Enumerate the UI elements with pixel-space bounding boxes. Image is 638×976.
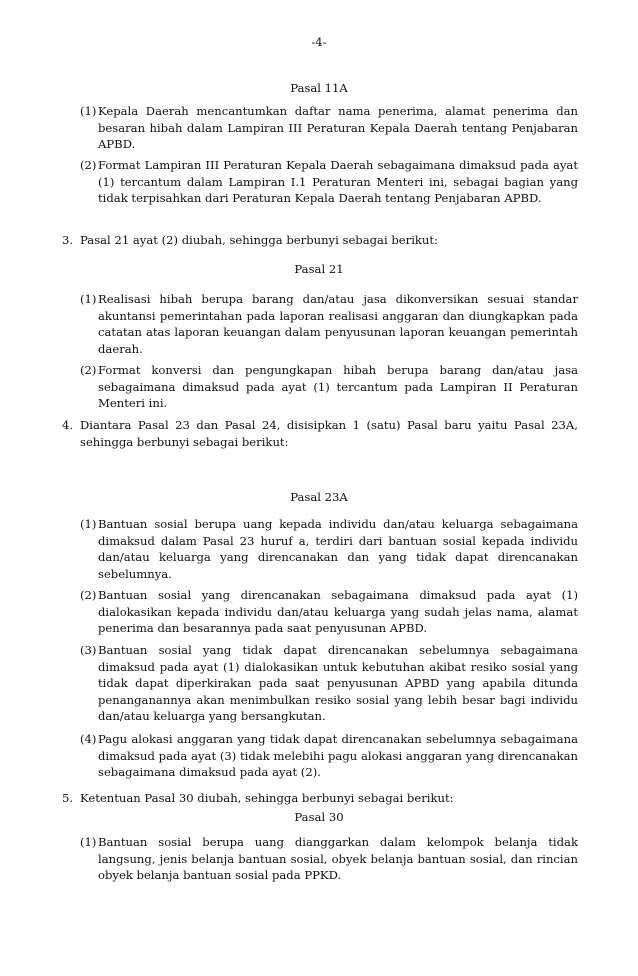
item-text: Ketentuan Pasal 30 diubah, sehingga berbunyi sebagai berikut: — [80, 791, 454, 805]
item-text: Diantara Pasal 23 dan Pasal 24, disisipkan 1 (satu) Pasal baru yaitu Pasal 23A, sehingga berbunyi sebagai berikut: — [80, 418, 578, 449]
page-number: -4- — [311, 35, 327, 49]
list-item-3 — [62, 232, 578, 249]
clause-number: (2) — [80, 363, 97, 377]
pasal-11a-clause-1 — [80, 103, 578, 153]
pasal-21-clause-1 — [80, 291, 578, 357]
clause-number: (1) — [80, 104, 97, 118]
clause-number: (2) — [80, 158, 97, 172]
clause-text: Format konversi dan pengungkapan hibah berupa barang dan/atau jasa sebagaimana dimaksud pada ayat (1) tercantum pada Lampiran II Peraturan Menteri ini. — [98, 363, 578, 410]
clause-text: Pagu alokasi anggaran yang tidak dapat direncanakan sebelumnya sebagaimana dimaksud pada ayat (3) tidak melebihi pagu alokasi anggaran yang direncanakan sebagaimana dimaksud pada ayat (2). — [98, 732, 578, 779]
item-number: 3. — [62, 233, 74, 247]
clause-number: (1) — [80, 835, 97, 849]
list-item-5 — [62, 790, 578, 807]
pasal-11a-heading: Pasal 11A — [290, 81, 348, 95]
clause-number: (2) — [80, 588, 97, 602]
item-text: Pasal 21 ayat (2) diubah, sehingga berbunyi sebagai berikut: — [80, 233, 438, 247]
pasal-23a-heading: Pasal 23A — [290, 490, 348, 504]
clause-text: Bantuan sosial yang tidak dapat direncanakan sebelumnya sebagaimana dimaksud pada ayat (1) dialokasikan untuk kebutuhan akibat resiko sosial yang tidak dapat diperkirakan pada saat penyusunan APBD yang apabila ditunda penanganannya akan menimbulkan resiko sosial yang lebih besar bagi individu dan/atau keluarga yang bersangkutan. — [98, 643, 578, 723]
clause-text: Kepala Daerah mencantumkan daftar nama penerima, alamat penerima dan besaran hibah dalam Lampiran III Peraturan Kepala Daerah tentang Penjabaran APBD. — [98, 104, 578, 151]
clause-text: Format Lampiran III Peraturan Kepala Daerah sebagaimana dimaksud pada ayat (1) tercantum dalam Lampiran I.1 Peraturan Menteri ini, sebagai bagian yang tidak terpisahkan dari Peraturan Kepala Daerah tentang Penjabaran APBD. — [98, 158, 578, 205]
clause-text: Bantuan sosial berupa uang dianggarkan dalam kelompok belanja tidak langsung, jenis belanja bantuan sosial, obyek belanja bantuan sosial, dan rincian obyek belanja bantuan sosial pada PPKD. — [98, 835, 578, 882]
item-number: 4. — [62, 418, 74, 432]
pasal-23a-clause-2 — [80, 587, 578, 637]
pasal-21-clause-2 — [80, 362, 578, 412]
pasal-11a-clause-2 — [80, 157, 578, 207]
clause-number: (1) — [80, 292, 97, 306]
clause-text: Bantuan sosial yang direncanakan sebagaimana dimaksud pada ayat (1) dialokasikan kepada individu dan/atau keluarga yang sudah jelas nama, alamat penerima dan besarannya pada saat penyusunan APBD. — [98, 588, 578, 635]
pasal-23a-clause-1 — [80, 516, 578, 582]
item-number: 5. — [62, 791, 74, 805]
pasal-30-heading: Pasal 30 — [294, 810, 344, 824]
pasal-23a-clause-3 — [80, 642, 578, 725]
pasal-21-heading: Pasal 21 — [294, 262, 344, 276]
clause-number: (4) — [80, 732, 97, 746]
pasal-23a-clause-4 — [80, 731, 578, 781]
list-item-4 — [62, 417, 578, 450]
clause-number: (3) — [80, 643, 97, 657]
clause-text: Bantuan sosial berupa uang kepada individu dan/atau keluarga sebagaimana dimaksud dalam Pasal 23 huruf a, terdiri dari bantuan sosial kepada individu dan/atau keluarga yang direncanakan dan yang tidak dapat direncanakan sebelumnya. — [98, 517, 578, 581]
pasal-30-clause-1 — [80, 834, 578, 884]
clause-text: Realisasi hibah berupa barang dan/atau jasa dikonversikan sesuai standar akuntansi pemerintahan pada laporan realisasi anggaran dan diungkapkan pada catatan atas laporan keuangan dalam penyusunan laporan keuangan pemerintah daerah. — [98, 292, 578, 356]
clause-number: (1) — [80, 517, 97, 531]
